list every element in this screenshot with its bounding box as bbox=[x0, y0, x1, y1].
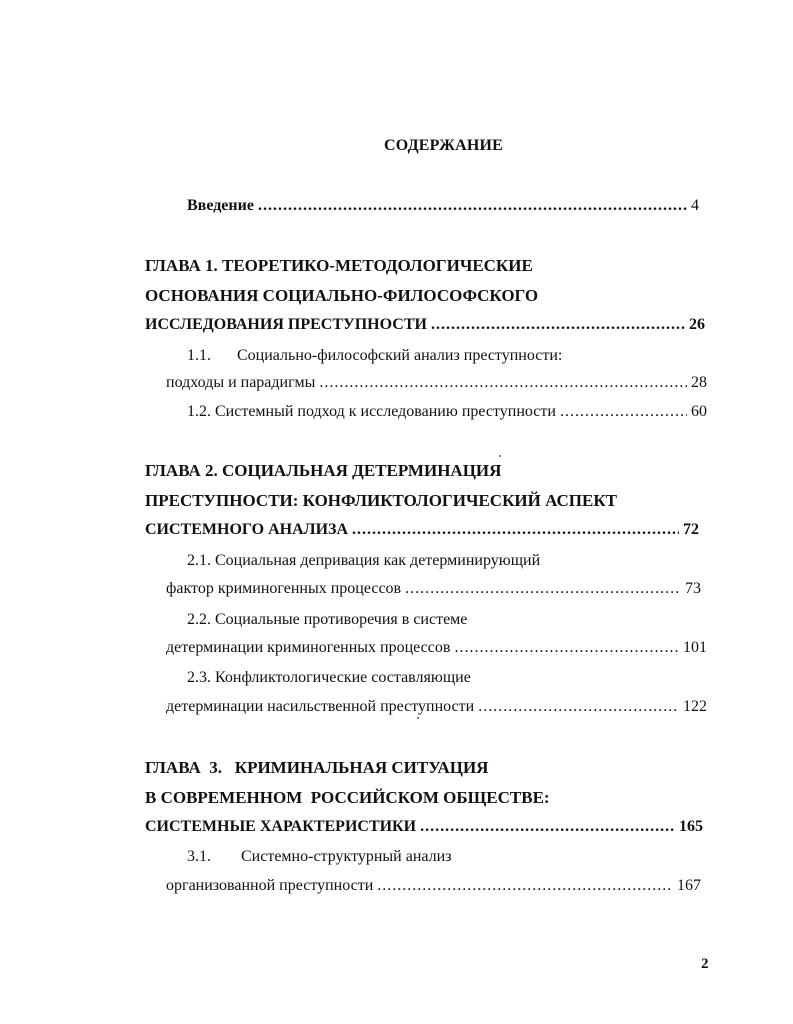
section-1-1-title: Социально-философский анализ преступности: bbox=[237, 347, 563, 364]
dot-leader bbox=[560, 402, 687, 422]
dot-leader bbox=[454, 638, 679, 658]
section-3-1-title: Системно-структурный анализ bbox=[241, 848, 452, 865]
section-1-1-line1 bbox=[187, 346, 562, 366]
dot-leader bbox=[478, 697, 679, 717]
section-1-2-page: 60 bbox=[691, 403, 707, 420]
chapter2-heading-line1: ГЛАВА 2. СОЦИАЛЬНАЯ ДЕТЕРМИНАЦИЯ bbox=[145, 461, 502, 480]
section-2-3-line2: детерминации насильственной преступности bbox=[166, 698, 475, 715]
dot-leader bbox=[258, 196, 687, 216]
dot-leader bbox=[319, 373, 687, 393]
chapter1-heading-line1: ГЛАВА 1. ТЕОРЕТИКО-МЕТОДОЛОГИЧЕСКИЕ bbox=[145, 256, 533, 275]
chapter2-heading-line3: СИСТЕМНОГО АНАЛИЗА bbox=[145, 521, 349, 538]
section-2-3-line1: 2.3. Конфликтологические составляющие bbox=[187, 669, 471, 686]
toc-title: СОДЕРЖАНИЕ bbox=[384, 137, 504, 154]
toc-entry-3-1 bbox=[166, 876, 701, 896]
toc-entry-1-1 bbox=[166, 373, 707, 393]
chapter1-heading-line2: ОСНОВАНИЯ СОЦИАЛЬНО-ФИЛОСОФСКОГО bbox=[145, 286, 539, 305]
section-1-2-title: 1.2. Системный подход к исследованию преступности bbox=[187, 403, 556, 420]
dot-leader bbox=[377, 876, 673, 896]
scan-speck bbox=[417, 717, 419, 719]
dot-leader bbox=[405, 579, 681, 599]
section-2-1-page: 73 bbox=[685, 580, 701, 597]
toc-entry-2-2 bbox=[166, 638, 707, 658]
section-2-2-line1: 2.2. Социальные противоречия в системе bbox=[187, 611, 468, 628]
chapter2-heading-line2: ПРЕСТУПНОСТИ: КОНФЛИКТОЛОГИЧЕСКИЙ АСПЕКТ bbox=[145, 491, 618, 510]
section-3-1-line1 bbox=[187, 847, 452, 867]
chapter1-page: 26 bbox=[689, 316, 705, 333]
chapter3-heading-line3: СИСТЕМНЫЕ ХАРАКТЕРИСТИКИ bbox=[145, 818, 417, 835]
section-1-1-page: 28 bbox=[691, 374, 707, 391]
chapter3-heading-line1: ГЛАВА 3. КРИМИНАЛЬНАЯ СИТУАЦИЯ bbox=[145, 758, 489, 777]
section-2-1-line2: фактор криминогенных процессов bbox=[166, 580, 402, 597]
toc-entry-2-1 bbox=[166, 579, 701, 599]
section-1-1-number: 1.1. bbox=[187, 347, 211, 364]
toc-entry-chapter3 bbox=[145, 817, 703, 837]
dot-leader bbox=[431, 315, 685, 335]
section-2-2-page: 101 bbox=[683, 639, 707, 656]
section-2-1-line1: 2.1. Социальная депривация как детерминирующий bbox=[187, 552, 541, 569]
section-3-1-line2: организованной преступности bbox=[166, 877, 374, 894]
toc-entry-1-2 bbox=[187, 402, 707, 422]
toc-intro-label: Введение bbox=[187, 197, 254, 214]
dot-leader bbox=[352, 520, 679, 540]
toc-entry-2-3 bbox=[166, 697, 707, 717]
toc-entry-chapter2 bbox=[145, 520, 699, 540]
section-3-1-number: 3.1. bbox=[187, 848, 211, 865]
chapter3-heading-line2: В СОВРЕМЕННОМ РОССИЙСКОМ ОБЩЕСТВЕ: bbox=[145, 788, 550, 807]
section-2-3-page: 122 bbox=[683, 698, 707, 715]
section-2-2-line2: детерминации криминогенных процессов bbox=[166, 639, 451, 656]
toc-entry-chapter1 bbox=[145, 315, 705, 335]
section-1-1-line2: подходы и парадигмы bbox=[166, 374, 316, 391]
chapter2-page: 72 bbox=[683, 521, 699, 538]
dot-leader bbox=[420, 817, 675, 837]
page-number: 2 bbox=[701, 956, 709, 972]
scan-speck bbox=[499, 455, 501, 457]
section-3-1-page: 167 bbox=[677, 877, 701, 894]
toc-intro-page: 4 bbox=[691, 197, 699, 214]
chapter1-heading-line3: ИССЛЕДОВАНИЯ ПРЕСТУПНОСТИ bbox=[145, 316, 427, 333]
toc-entry-intro bbox=[187, 196, 699, 216]
chapter3-page: 165 bbox=[679, 818, 703, 835]
